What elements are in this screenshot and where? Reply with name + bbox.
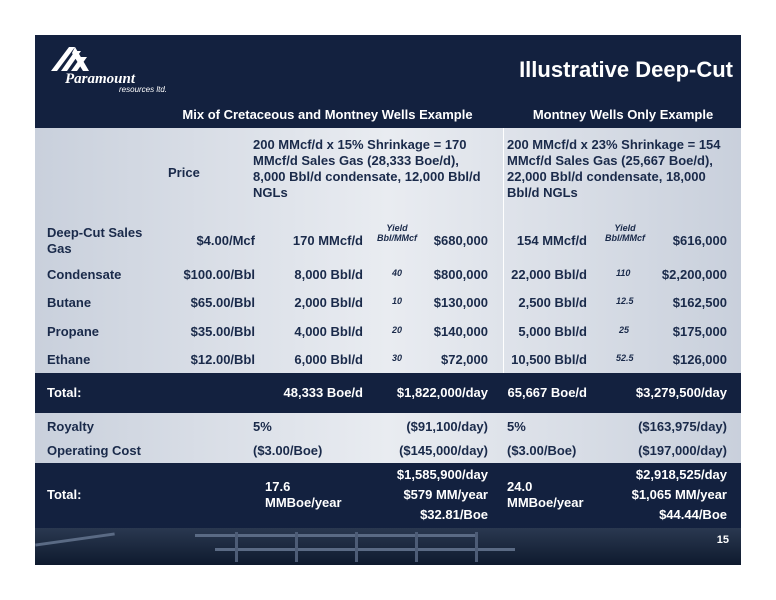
row-yield-right: 110: [616, 268, 631, 278]
row-name: Ethane: [47, 352, 91, 367]
row-yield-left: 10: [392, 296, 403, 306]
row-revenue-right: $2,200,000: [661, 267, 727, 282]
net-volume-right: 24.0: [507, 479, 533, 494]
row-revenue-left: $800,000: [433, 267, 488, 282]
row-volume-left: 2,000 Bbl/d: [294, 295, 363, 310]
net-daily-right: $2,918,525/day: [635, 467, 727, 482]
net-volume-unit-left: MMBoe/year: [265, 495, 342, 510]
net-volume-left: 17.6: [265, 479, 291, 494]
row-price: $100.00/Bbl: [183, 267, 255, 282]
total-volume-left: 48,333 Boe/d: [283, 385, 363, 400]
post-decoration: [475, 532, 478, 562]
row-revenue-left: $140,000: [433, 324, 488, 339]
opcost-rate-right: ($3.00/Boe): [507, 443, 577, 458]
opcost-rate-left: ($3.00/Boe): [253, 443, 323, 458]
column-divider: [503, 128, 504, 373]
yield-header-right: Yield Bbl/MMcf: [605, 223, 645, 243]
deductions-section: [35, 413, 741, 463]
net-total-row: [35, 463, 741, 528]
page-number: 15: [716, 534, 729, 546]
row-name: Deep-Cut Sales Gas: [47, 225, 143, 256]
row-yield-left: 30: [392, 353, 403, 363]
royalty-label: Royalty: [47, 419, 94, 434]
header-mix-example: Mix of Cretaceous and Montney Wells Example: [150, 100, 505, 128]
total-volume-right: 65,667 Boe/d: [507, 385, 587, 400]
header-montney-example: Montney Wells Only Example: [505, 100, 741, 128]
logo-subtitle: resources ltd.: [119, 85, 168, 94]
row-price: $12.00/Bbl: [190, 352, 255, 367]
net-per-boe-left: $32.81/Boe: [420, 507, 488, 522]
row-price: $4.00/Mcf: [196, 233, 255, 248]
row-price: $65.00/Bbl: [190, 295, 255, 310]
row-volume-right: 2,500 Bbl/d: [518, 295, 587, 310]
row-revenue-left: $130,000: [433, 295, 488, 310]
row-name: Butane: [47, 295, 92, 310]
total-revenue-left: $1,822,000/day: [396, 385, 488, 400]
opcost-label: Operating Cost: [47, 443, 141, 458]
row-yield-right: 12.5: [616, 296, 634, 306]
post-decoration: [415, 532, 418, 562]
row-price: $35.00/Bbl: [190, 324, 255, 339]
pipe-decoration: [35, 532, 115, 546]
net-total-label: Total:: [47, 487, 82, 502]
row-yield-left: 40: [392, 268, 403, 278]
row-volume-right: 154 MMcf/d: [516, 233, 587, 248]
net-daily-left: $1,585,900/day: [396, 467, 488, 482]
royalty-amount-left: ($91,100/day): [406, 419, 488, 434]
post-decoration: [295, 532, 298, 562]
row-yield-right: 52.5: [616, 353, 634, 363]
row-revenue-right: $126,000: [672, 352, 727, 367]
total-row: [35, 373, 741, 413]
row-volume-left: 8,000 Bbl/d: [294, 267, 363, 282]
post-decoration: [355, 532, 358, 562]
row-volume-left: 170 MMcf/d: [292, 233, 363, 248]
opcost-amount-right: ($197,000/day): [638, 443, 727, 458]
post-decoration: [235, 532, 238, 562]
row-name: Condensate: [47, 267, 122, 282]
row-volume-left: 4,000 Bbl/d: [294, 324, 363, 339]
row-revenue-right: $175,000: [672, 324, 727, 339]
row-yield-right: 25: [619, 325, 630, 335]
logo-name: Paramount: [65, 71, 136, 87]
royalty-amount-right: ($163,975/day): [638, 419, 727, 434]
row-revenue-right: $162,500: [672, 295, 727, 310]
row-yield-left: 20: [392, 325, 403, 335]
row-volume-left: 6,000 Bbl/d: [294, 352, 363, 367]
header: [35, 35, 741, 100]
total-label: Total:: [47, 385, 82, 400]
yield-header-left: Yield Bbl/MMcf: [377, 223, 417, 243]
slide: [35, 35, 741, 565]
price-label: Price: [168, 165, 200, 180]
row-volume-right: 5,000 Bbl/d: [518, 324, 587, 339]
net-volume-unit-right: MMBoe/year: [507, 495, 584, 510]
row-volume-right: 22,000 Bbl/d: [511, 267, 587, 282]
row-volume-right: 10,500 Bbl/d: [511, 352, 587, 367]
royalty-rate-right: 5%: [507, 419, 526, 434]
desc-right: 200 MMcf/d x 23% Shrinkage = 154 MMcf/d Sales Gas (25,667 Boe/d), 22,000 Bbl/d condensate, 18,000 Bbl/d NGLs: [507, 137, 721, 200]
desc-left: 200 MMcf/d x 15% Shrinkage = 170 MMcf/d Sales Gas (28,333 Boe/d), 8,000 Bbl/d condensate, 12,000 Bbl/d NGLs: [253, 137, 481, 200]
pipe-decoration: [215, 548, 515, 551]
row-revenue-left: $680,000: [433, 233, 488, 248]
row-revenue-left: $72,000: [441, 352, 488, 367]
slide-title: Illustrative Deep-Cut: [519, 57, 733, 82]
opcost-amount-left: ($145,000/day): [399, 443, 488, 458]
footer-image: [35, 528, 741, 565]
net-annual-right: $1,065 MM/year: [631, 487, 727, 502]
net-annual-left: $579 MM/year: [403, 487, 488, 502]
row-revenue-right: $616,000: [672, 233, 727, 248]
royalty-rate-left: 5%: [253, 419, 272, 434]
net-per-boe-right: $44.44/Boe: [659, 507, 727, 522]
total-revenue-right: $3,279,500/day: [635, 385, 727, 400]
row-name: Propane: [47, 324, 100, 339]
